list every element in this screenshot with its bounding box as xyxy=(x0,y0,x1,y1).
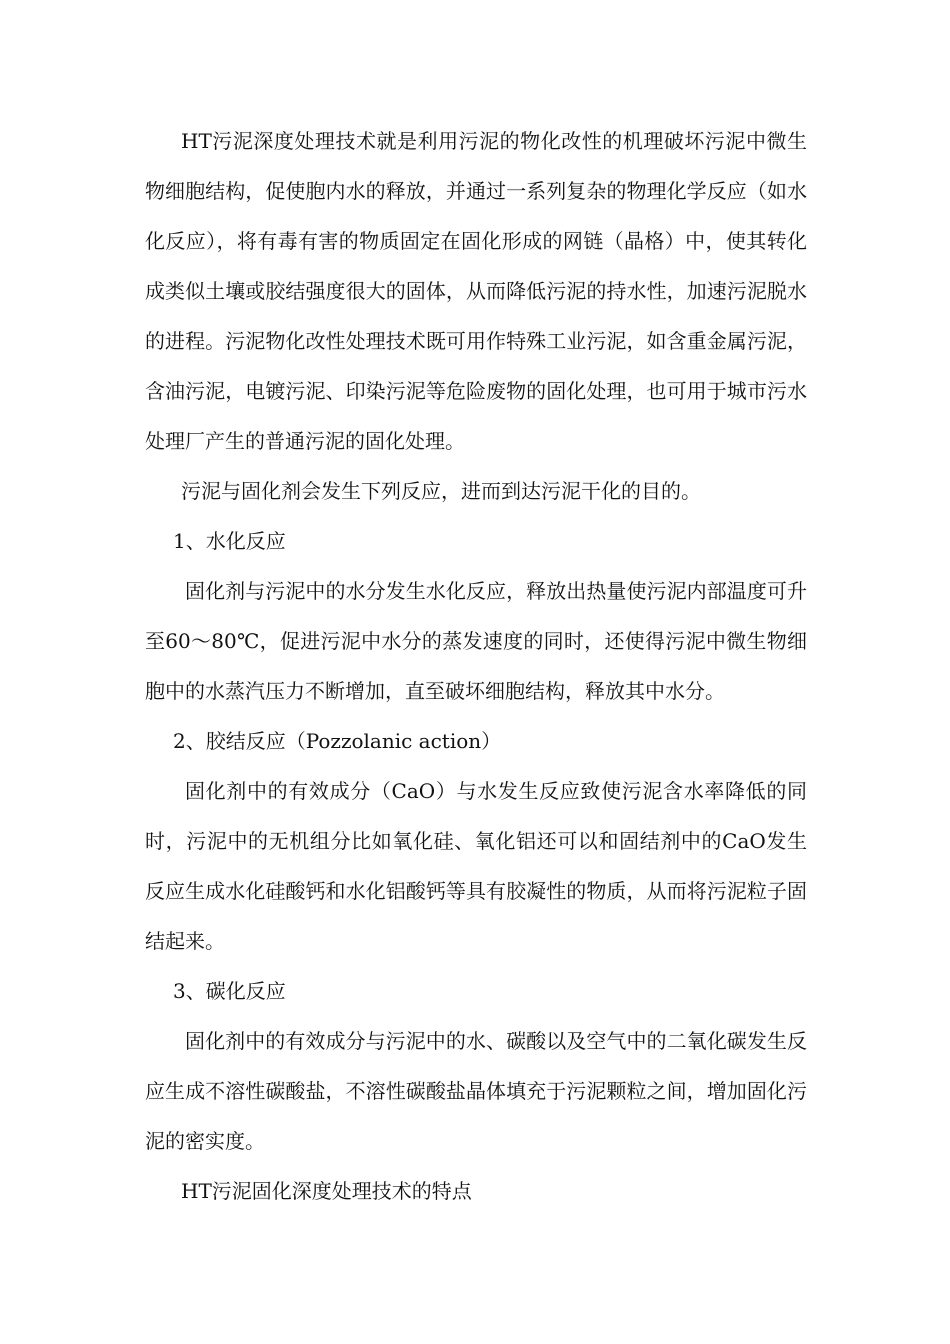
paragraph-carbonation: 固化剂中的有效成分与污泥中的水、碳酸以及空气中的二氧化碳发生反应生成不溶性碳酸盐，不溶性碳酸盐晶体填充于污泥颗粒之间，增加固化污泥的密实度。 xyxy=(145,1029,807,1153)
paragraph-intro: HT污泥深度处理技术就是利用污泥的物化改性的机理破坏污泥中微生物细胞结构，促使胞内水的释放，并通过一系列复杂的物理化学反应（如水化反应），将有毒有害的物质固定在固化形成的网链（晶格）中，使其转化成类似土壤或胶结强度很大的固体，从而降低污泥的持水性，加速污泥脱水的进程。污泥物化改性处理技术既可用作特殊工业污泥，如含重金属污泥，含油污泥，电镀污泥、印染污泥等危险废物的固化处理，也可用于城市污水处理厂产生的普通污泥的固化处理。 xyxy=(145,129,807,453)
paragraph-features-title: HT污泥固化深度处理技术的特点 xyxy=(181,1179,472,1203)
heading-pozzolanic: 2、胶结反应（Pozzolanic action） xyxy=(173,729,502,753)
paragraph-pozzolanic: 固化剂中的有效成分（CaO）与水发生反应致使污泥含水率降低的同时，污泥中的无机组分比如氧化硅、氧化铝还可以和固结剂中的CaO发生反应生成水化硅酸钙和水化铝酸钙等具有胶凝性的物质，从而将污泥粒子固结起来。 xyxy=(145,779,807,953)
paragraph-hydration: 固化剂与污泥中的水分发生水化反应，释放出热量使污泥内部温度可升至60～80℃，促进污泥中水分的蒸发速度的同时，还使得污泥中微生物细胞中的水蒸汽压力不断增加，直至破坏细胞结构，释放其中水分。 xyxy=(145,579,807,703)
document-page xyxy=(145,116,807,1216)
heading-hydration: 1、水化反应 xyxy=(173,529,286,553)
paragraph-reactions-lead: 污泥与固化剂会发生下列反应，进而到达污泥干化的目的。 xyxy=(181,479,701,503)
heading-carbonation: 3、碳化反应 xyxy=(173,979,286,1003)
